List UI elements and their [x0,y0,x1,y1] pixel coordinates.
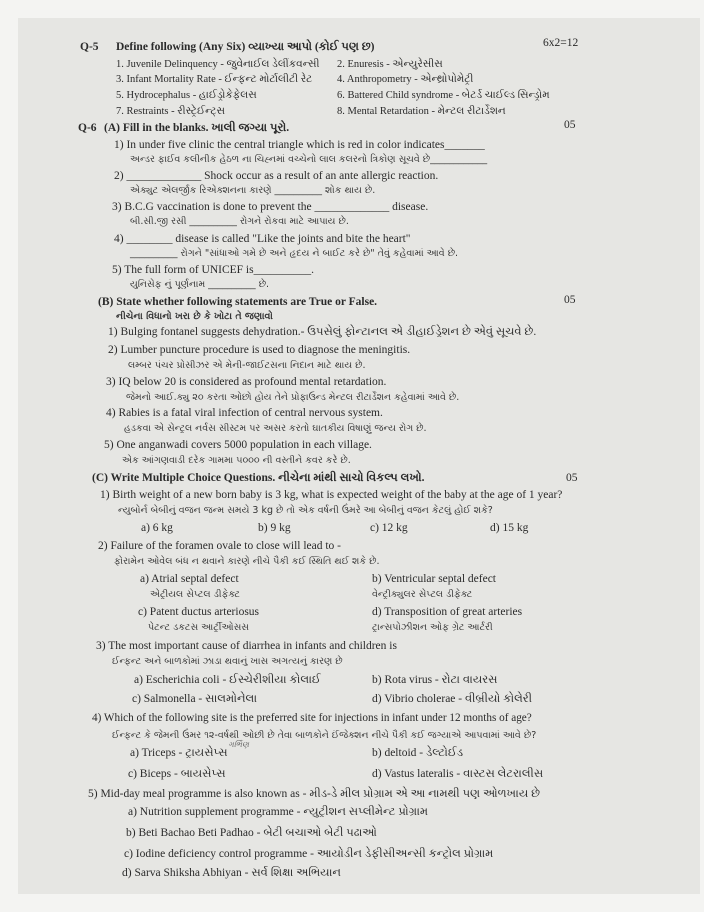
marks: 05 [564,294,576,306]
question-text: 2) Failure of the foramen ovale to close will lead to - [98,540,342,552]
question-text: 2) _____________ Shock occur as a result of an ante allergic reaction. [114,170,439,182]
question-translation: ન્યુબોર્ન બેબીનું વજન જન્મ સમયે 3 kg છે તો એક વર્ષની ઉંમરે આ બેબીનું વજન કેટલું હોઈ શકે? [118,505,493,516]
question-translation: બી.સી.જી રસી __________ રોગને રોકવા માટે આપાય છે. [130,216,349,227]
option: d) Sarva Shiksha Abhiyan - સર્વ શિક્ષા અભિયાન [122,867,341,879]
statement-translation: જેમનો આઈ.ક્યુ ૨૦ કરતા ઓછો હોય તેને પ્રોફાઉન્ડ મેન્ટલ રીટાર્ડેશન કહેવામાં આવે છે. [126,392,460,403]
question-translation: ઈન્ફન્ટ અને બાળકોમાં ઝાડા થવાનું ખાસ અગત્યનું કારણ છે [112,656,343,667]
list-item: 8. Mental Retardation - મેન્ટલ રીટાર્ડેશન [337,106,506,117]
option-translation: ટ્રાન્સપોઝીશન ઓફ ગ્રેટ આર્ટરી [372,622,493,633]
list-item: 3. Infant Mortality Rate - ઈન્ફન્ટ મોર્ટાલીટી રેટ [116,74,313,85]
list-item: 5. Hydrocephalus - હાઈડ્રોકેફેલસ [116,90,257,101]
question-heading: Define following (Any Six) વ્યાખ્યા આપો (કોઈ પણ છ) [116,41,375,53]
option: d) Transposition of great arteries [372,606,523,618]
option: d) 15 kg [490,522,529,534]
question-translation: અન્ડર ફાઈવ કલીનીક હેઠળ ના ચિહ્નમાં વચ્ચેનો લાલ કલરનો ત્રિકોણ સૂચવે છે____________ [130,154,488,165]
question-translation: __________ રોગને "સાંધાઓ ગમે છે અને હૃદય ને બાઈટ કરે છે" તેવું કહેવામાં આવે છે. [130,248,459,259]
option: c) 12 kg [370,522,408,534]
statement: 3) IQ below 20 is considered as profound mental retardation. [106,376,387,388]
option: a) Nutrition supplement programme - ન્યુટ્રીશન સપ્લીમેન્ટ પ્રોગ્રામ [128,806,429,818]
statement: 5) One anganwadi covers 5000 population in each village. [104,439,372,451]
option: b) Beti Bachao Beti Padhao - બેટી બચાઓ બેટી પઢાઓ [126,827,377,839]
question-text: 5) The full form of UNICEF is__________. [112,264,314,276]
list-item: 6. Battered Child syndrome - બેટર્ડ ચાઈલ્ડ સિન્ડ્રોમ [337,90,550,101]
marks: 05 [566,472,578,484]
option-translation: વેન્ટ્રીક્યુલર સેપ્ટલ ડીફેક્ટ [372,589,473,600]
question-text: 1) In under five clinic the central triangle which is red in color indicates_______ [114,139,485,151]
option: c) Patent ductus arteriosus [138,606,260,618]
question-number: Q-6 [78,122,97,134]
option: a) Escherichia coli - ઈસ્ચેરીશીયા કોલાઈ [134,674,321,686]
list-item: 7. Restraints - રીસ્ટ્રેઈન્ટ્સ [116,106,225,117]
option-translation: એટ્રીયલ સેપ્ટલ ડીફેક્ટ [150,589,240,600]
marks: 05 [564,119,576,131]
section-heading-translation: નીચેના વિધાનો ખરા છે કે ખોટા તે જણાવો [116,311,273,322]
option: b) 9 kg [258,522,291,534]
section-heading: (A) Fill in the blanks. ખાલી જગ્યા પૂરો. [104,122,290,134]
list-item: 1. Juvenile Delinquency - જુવેનાઈલ ડેલીંકવન્સી [116,59,320,70]
statement-translation: એક આંગણવાડી દરેક ગામમા ૫૦૦૦ ની વસ્તીને કવર કરે છે. [122,455,351,466]
option: c) Salmonella - સાલમોનેલા [132,693,258,705]
question-number: Q-5 [80,41,99,53]
question-text: 5) Mid-day meal programme is also known as - મીડ-ડે મીલ પ્રોગ્રામ એ આ નામથી પણ ઓળખાય છે [88,788,541,800]
section-heading: (C) Write Multiple Choice Questions. નીચેના માંથી સાચો વિકલ્પ લખો. [92,472,425,484]
question-text: 4) Which of the following site is the preferred site for injections in infant under 12 months of age? [92,712,532,724]
handwritten-note: ગર્ભિણ [228,740,250,749]
option: c) Biceps - બાયસેપ્સ [128,768,226,780]
question-translation: ઈન્ફન્ટ કે જેમની ઉંમર ૧૨-વર્ષથી ઓછી છે તેવા બાળકોને ઈંજેક્શન નીચે પૈકી કઈ જગ્યાએ આપવામાં આવે છે? [112,730,537,741]
option-translation: પેટન્ટ ડકટસ આર્ટ્રીઓસસ [148,622,249,633]
statement: 2) Lumber puncture procedure is used to diagnose the meningitis. [108,344,411,356]
question-translation: ફોરામેન ઓવેલ બંધ ન થવાને કારણે નીચે પૈકી કઈ સ્થિતિ થઈ શકે છે. [114,556,380,567]
list-item: 2. Enuresis - એન્યુરેસીસ [337,59,443,70]
question-translation: યુનિસેફ નું પૂર્ણનામ __________ છે. [130,279,270,290]
question-text: 3) The most important cause of diarrhea in infants and children is [96,640,397,652]
question-text: 3) B.C.G vaccination is done to prevent the _____________ disease. [112,201,429,213]
option: b) Rota virus - રોટા વાયરસ [372,674,498,686]
marks: 6x2=12 [543,37,579,49]
question-translation: એક્યુટ એલર્જીક રિએક્શનના કારણે __________ શોક થાય છે. [130,185,376,196]
option: a) 6 kg [141,522,173,534]
statement-translation: લમ્બર પંચર પ્રોસીઝર એ મેની-જાઈટસના નિદાન માટે થાય છે. [128,360,366,371]
option: d) Vibrio cholerae - વીબ્રીયો કોલેરી [372,693,533,705]
option: d) Vastus lateralis - વાસ્ટસ લેટરાલીસ [372,768,544,780]
statement: 1) Bulging fontanel suggests dehydration.- ઉપસેલું ફોન્ટાનલ એ ડીહાઈડ્રેશન છે એવું સૂચવે છે. [108,326,537,338]
option: b) deltoid - ડેલ્ટોઈડ [372,747,464,759]
question-text: 1) Birth weight of a new born baby is 3 kg, what is expected weight of the baby at the age of 1 year? [100,489,563,501]
statement-translation: હડકવા એ સેન્ટ્રલ નર્વસ સીસ્ટમ પર અસર કરતો ઘાતકીય વિષાણું જન્ય રોગ છે. [124,423,427,434]
question-text: 4) ________ disease is called "Like the joints and bite the heart" [114,233,411,245]
option: c) Iodine deficiency control programme - આયોડીન ડેફીસીઅન્સી કન્ટ્રોલ પ્રોગ્રામ [124,848,494,860]
option: b) Ventricular septal defect [372,573,496,585]
section-heading: (B) State whether following statements are True or False. [98,296,378,308]
option: a) Triceps - ટ્રાયસેપ્સ [130,747,228,759]
statement: 4) Rabies is a fatal viral infection of central nervous system. [106,407,383,419]
list-item: 4. Anthropometry - એન્થ્રોપોમેટ્રી [337,74,474,85]
option: a) Atrial septal defect [140,573,239,585]
